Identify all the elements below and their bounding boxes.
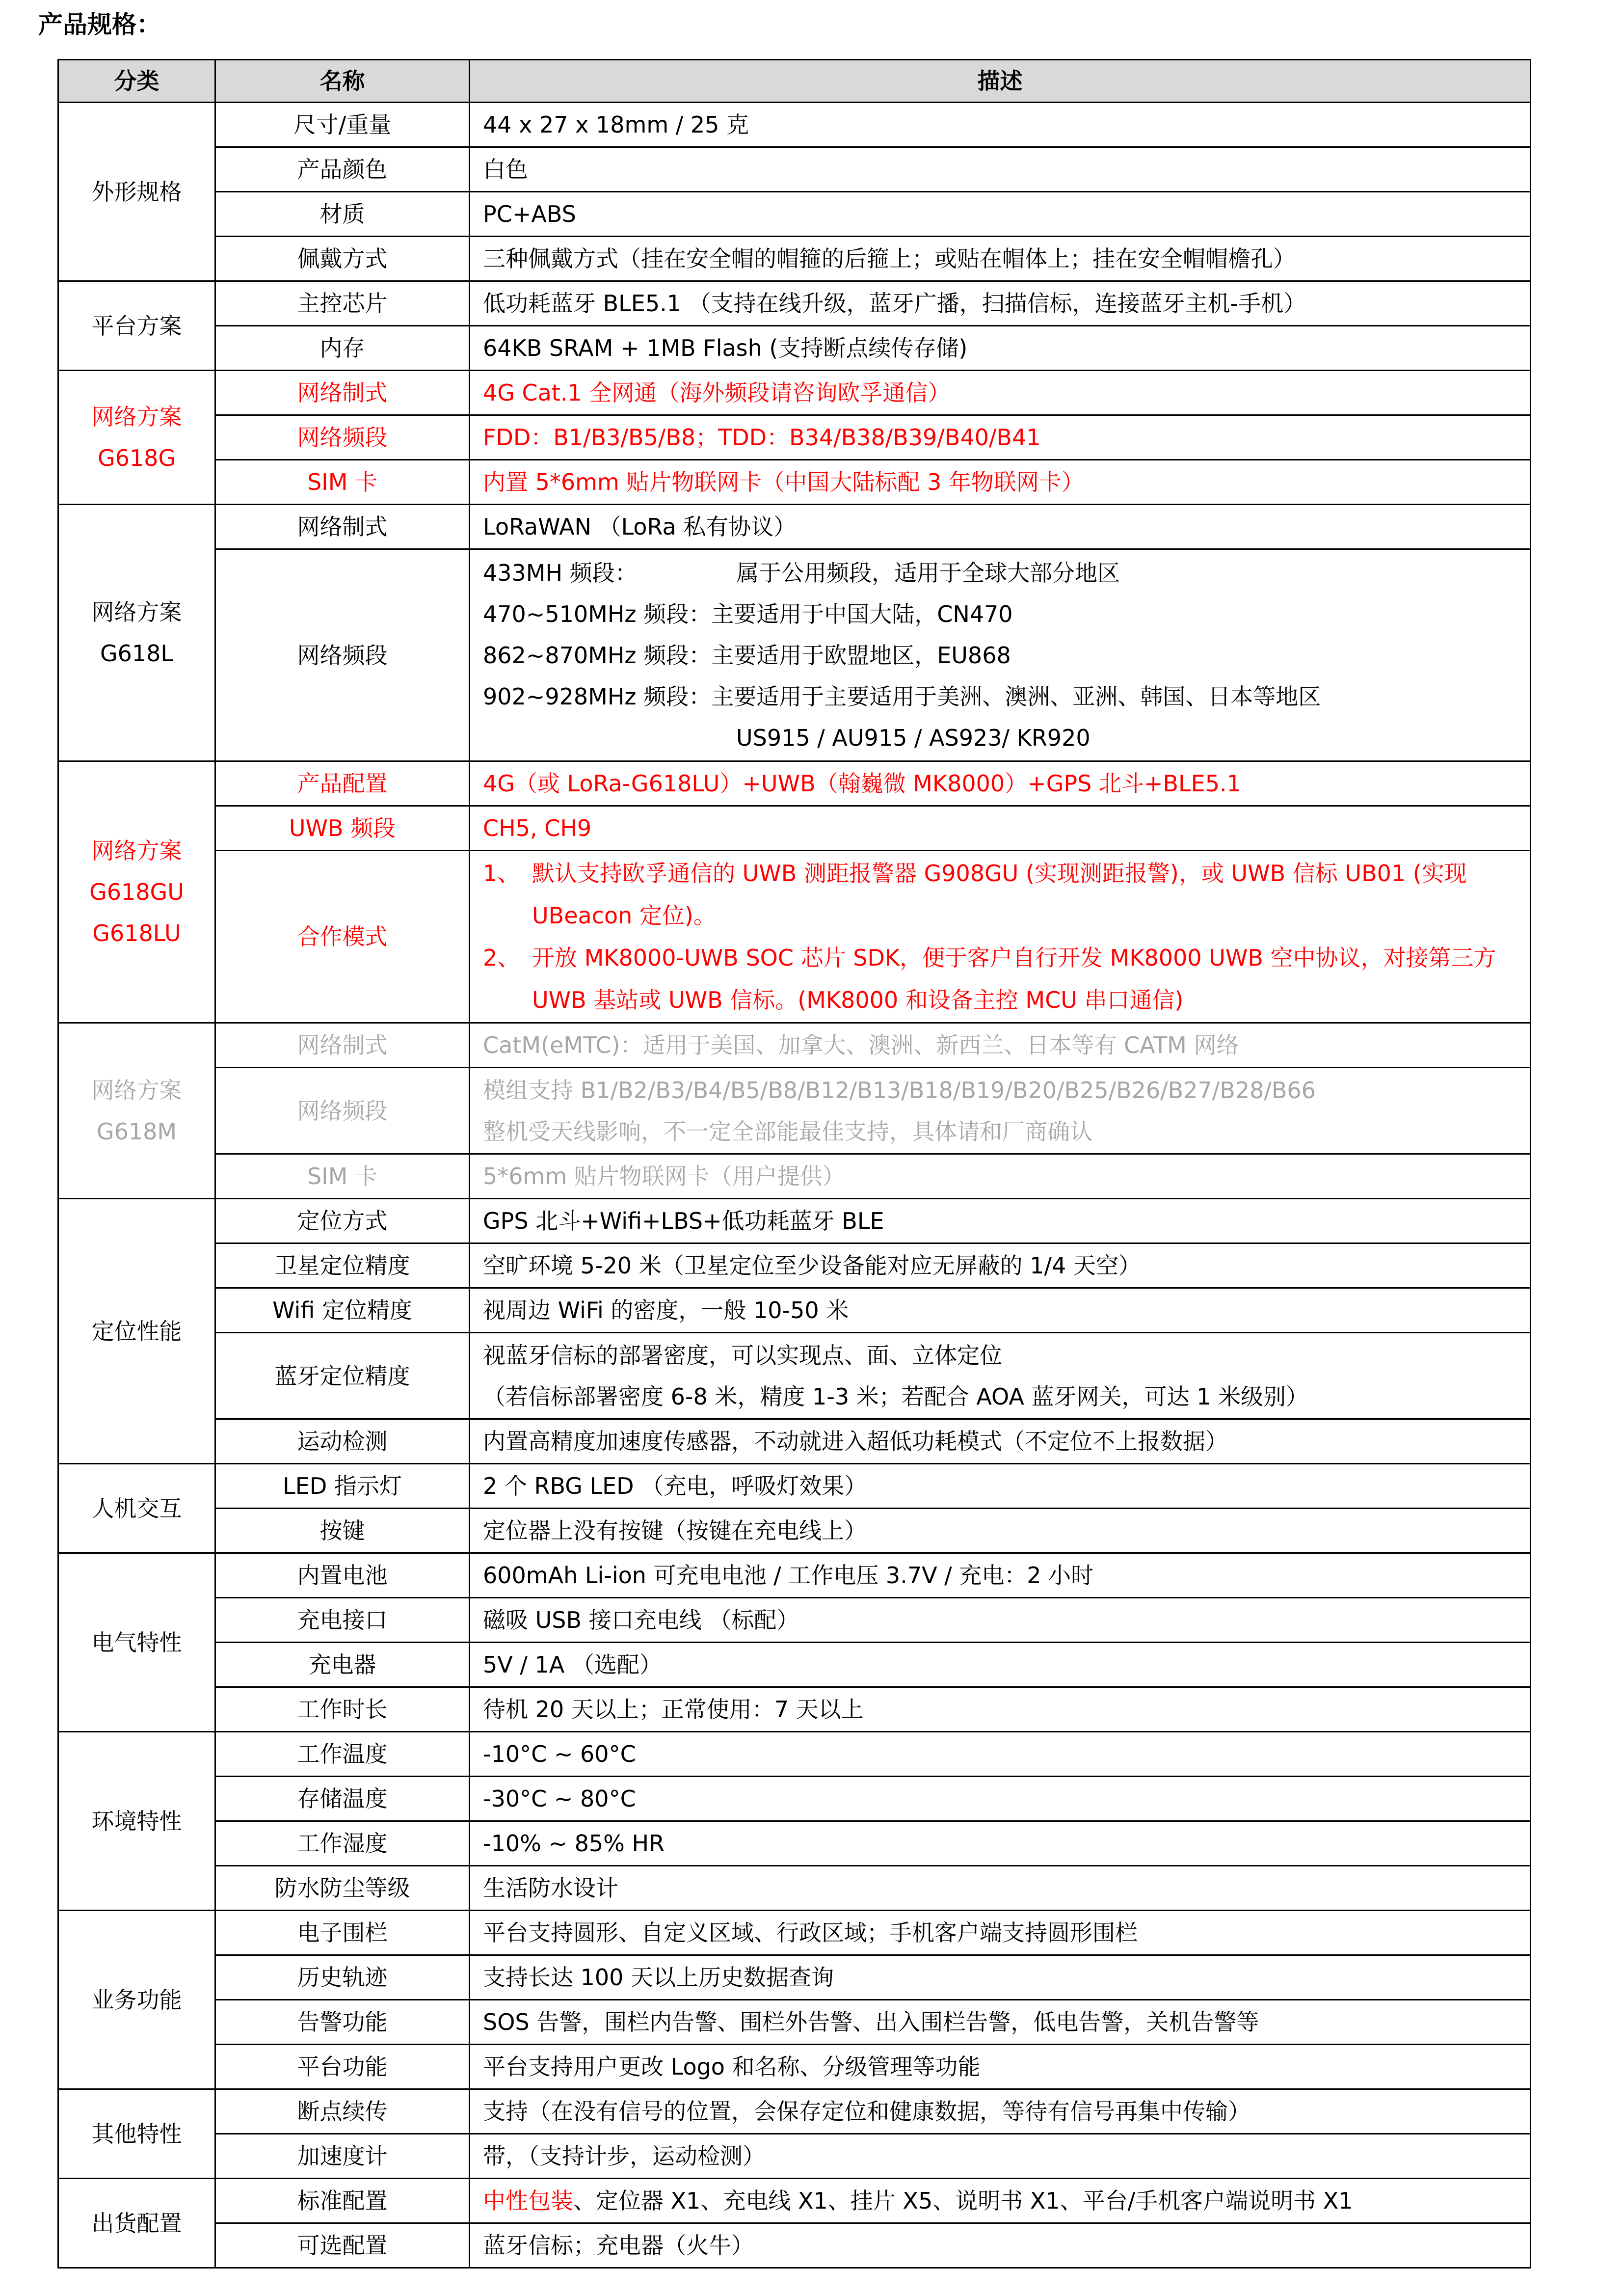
- header-description: 描述: [470, 60, 1531, 103]
- description-text: 三种佩戴方式（挂在安全帽的帽箍的后箍上；或贴在帽体上；挂在安全帽帽檐孔）: [483, 245, 1296, 272]
- description-text: 5V / 1A （选配）: [483, 1651, 662, 1678]
- description-text: 模组支持 B1/B2/B3/B4/B5/B8/B12/B13/B18/B19/B20/B25/B26/B27/B28/B66: [483, 1077, 1316, 1104]
- band-note: 主要适用于中国大陆，CN470: [711, 600, 1013, 627]
- category-label: 外形规格: [91, 178, 182, 205]
- spec-description: [470, 192, 1531, 237]
- header-category: 分类: [58, 60, 215, 103]
- spec-table: [57, 59, 1531, 2269]
- spec-name: 防水防尘等级: [215, 1866, 470, 1911]
- spec-name: 断点续传: [215, 2089, 470, 2134]
- description-line: [483, 193, 1517, 235]
- description-text: 白色: [483, 156, 528, 183]
- spec-description: [470, 1732, 1531, 1777]
- spec-description: [470, 2223, 1531, 2268]
- category-cell: [58, 1553, 215, 1732]
- category-cell: [58, 1199, 215, 1464]
- description-text: 低功耗蓝牙 BLE5.1 （支持在线升级，蓝牙广播，扫描信标，连接蓝牙主机-手机）: [483, 290, 1306, 317]
- spec-name: 网络制式: [215, 505, 470, 549]
- spec-name: 运动检测: [215, 1419, 470, 1464]
- description-text: 蓝牙信标；充电器（火牛）: [483, 2232, 754, 2259]
- spec-name: 标准配置: [215, 2179, 470, 2223]
- description-text: 2 个 RBG LED （充电，呼吸灯效果）: [483, 1473, 867, 1499]
- description-line: [483, 1823, 1517, 1864]
- table-row: [58, 326, 1531, 371]
- description-text: 内置 5*6mm 贴片物联网卡（中国大陆标配 3 年物联网卡）: [483, 469, 1084, 495]
- description-line: [483, 1733, 1517, 1775]
- description-line: [483, 1644, 1517, 1685]
- spec-name: SIM 卡: [215, 460, 470, 505]
- category-label: G618LU: [92, 920, 181, 946]
- table-row: [58, 237, 1531, 281]
- table-row: [58, 1687, 1531, 1732]
- spec-name: 历史轨迹: [215, 1955, 470, 2000]
- table-row: [58, 415, 1531, 460]
- table-row: [58, 1911, 1531, 1955]
- description-line: [483, 327, 1517, 369]
- table-row: [58, 1643, 1531, 1687]
- description-line: [483, 372, 1517, 413]
- table-row: [58, 1243, 1531, 1288]
- description-text: 4G Cat.1 全网通（海外频段请咨询欧孚通信）: [483, 379, 951, 406]
- description-text: LoRaWAN （LoRa 私有协议）: [483, 513, 797, 540]
- spec-name: 佩戴方式: [215, 237, 470, 281]
- table-row: [58, 1553, 1531, 1598]
- spec-description: [470, 1199, 1531, 1243]
- description-text: PC+ABS: [483, 201, 576, 227]
- table-row: [58, 1419, 1531, 1464]
- category-cell: [58, 505, 215, 761]
- description-line: [483, 1111, 1517, 1152]
- spec-name: 网络频段: [215, 549, 470, 761]
- description-line: [483, 1867, 1517, 1909]
- item-text: 默认支持欧孚通信的 UWB 测距报警器 G908GU (实现测距报警)，或 UWB 信标 UB01 (实现 UBeacon 定位)。: [532, 860, 1467, 929]
- category-cell: [58, 1911, 215, 2089]
- spec-description: [470, 2000, 1531, 2045]
- description-text: 平台支持圆形、自定义区域、行政区域；手机客户端支持圆形围栏: [483, 1919, 1138, 1946]
- spec-description: [470, 1821, 1531, 1866]
- category-label: 出货配置: [91, 2210, 182, 2237]
- table-row: [58, 1821, 1531, 1866]
- spec-name: 内置电池: [215, 1553, 470, 1598]
- table-row: [58, 1023, 1531, 1068]
- description-line: [483, 1070, 1517, 1111]
- table-row: [58, 1955, 1531, 2000]
- category-label: 平台方案: [91, 312, 182, 339]
- description-line: [483, 104, 1517, 145]
- spec-name: 按键: [215, 1509, 470, 1553]
- category-cell: [58, 281, 215, 371]
- description-text: 内置高精度加速度传感器，不动就进入超低功耗模式（不定位不上报数据）: [483, 1428, 1228, 1455]
- spec-name: 存储温度: [215, 1777, 470, 1821]
- category-label: 网络方案: [91, 404, 182, 430]
- spec-name: 电子围栏: [215, 1911, 470, 1955]
- spec-name: 定位方式: [215, 1199, 470, 1243]
- spec-name: 工作时长: [215, 1687, 470, 1732]
- spec-description: [470, 505, 1531, 549]
- spec-name: 产品配置: [215, 761, 470, 806]
- description-line: [483, 2091, 1517, 2132]
- table-row: [58, 1199, 1531, 1243]
- description-line: [483, 1510, 1517, 1551]
- spec-name: 网络制式: [215, 371, 470, 415]
- category-label: 网络方案: [91, 1077, 182, 1104]
- description-text: 600mAh Li-ion 可充电电池 / 工作电压 3.7V / 充电：2 小时: [483, 1562, 1094, 1589]
- highlight-text: 中性包装: [483, 2188, 573, 2214]
- item-number: 1、: [483, 860, 520, 887]
- description-line: [483, 808, 1517, 849]
- description-line: [483, 1421, 1517, 1462]
- description-line: [483, 1599, 1517, 1641]
- spec-name: UWB 频段: [215, 806, 470, 851]
- category-label: 人机交互: [91, 1495, 182, 1522]
- spec-description: [470, 1687, 1531, 1732]
- table-row: [58, 1154, 1531, 1199]
- description-text: CatM(eMTC)：适用于美国、加拿大、澳洲、新西兰、日本等有 CATM 网络: [483, 1032, 1239, 1058]
- description-text: -10% ~ 85% HR: [483, 1830, 665, 1857]
- category-cell: [58, 1732, 215, 1911]
- description-line: [483, 1465, 1517, 1507]
- category-label: G618L: [100, 640, 174, 667]
- category-label: 网络方案: [91, 837, 182, 864]
- description-text: -10°C ~ 60°C: [483, 1741, 636, 1767]
- description-text: 支持（在没有信号的位置，会保存定位和健康数据，等待有信号再集中传输）: [483, 2098, 1251, 2125]
- table-row: [58, 460, 1531, 505]
- item-text: 开放 MK8000-UWB SOC 芯片 SDK，便于客户自行开发 MK8000 UWB 空中协议，对接第三方 UWB 基站或 UWB 信标。(MK8000 和设备主控 MCU 串口通信): [532, 945, 1496, 1013]
- spec-description: [470, 371, 1531, 415]
- description-text: CH5, CH9: [483, 815, 592, 841]
- category-label: G618G: [97, 445, 176, 471]
- spec-description: [470, 1419, 1531, 1464]
- spec-name: 加速度计: [215, 2134, 470, 2179]
- description-line: [483, 1335, 1517, 1376]
- category-label: 其他特性: [91, 2120, 182, 2147]
- spec-table-body: [58, 103, 1531, 2268]
- spec-description: [470, 2134, 1531, 2179]
- description-line: [483, 1200, 1517, 1242]
- band-range: 862~870MHz 频段：: [483, 642, 712, 669]
- table-row: [58, 103, 1531, 147]
- numbered-item: [483, 852, 1520, 937]
- category-label: 业务功能: [91, 1986, 182, 2013]
- band-range: 902~928MHz 频段：: [483, 683, 712, 710]
- table-row: [58, 761, 1531, 806]
- table-header-row: [58, 60, 1531, 103]
- band-line: [483, 552, 1517, 594]
- description-line: [483, 1376, 1517, 1417]
- spec-description: [470, 103, 1531, 147]
- description-line: [483, 1912, 1517, 1953]
- spec-description: [470, 1023, 1531, 1068]
- spec-name: 材质: [215, 192, 470, 237]
- table-row: [58, 281, 1531, 326]
- category-cell: [58, 2089, 215, 2179]
- description-text: 视周边 WiFi 的密度，一般 10-50 米: [483, 1297, 849, 1324]
- spec-description: [470, 1464, 1531, 1509]
- spec-name: 充电器: [215, 1643, 470, 1687]
- description-text: 64KB SRAM + 1MB Flash (支持断点续传存储): [483, 335, 968, 361]
- table-row: [58, 371, 1531, 415]
- category-label: 电气特性: [91, 1629, 182, 1656]
- spec-description: [470, 1288, 1531, 1333]
- spec-name: LED 指示灯: [215, 1464, 470, 1509]
- band-line: [483, 676, 1517, 717]
- description-line: [483, 2001, 1517, 2043]
- table-row: [58, 2000, 1531, 2045]
- description-line: [483, 763, 1517, 804]
- category-label: 定位性能: [91, 1318, 182, 1345]
- spec-description: [470, 806, 1531, 851]
- description-line: [483, 149, 1517, 190]
- spec-name: 工作湿度: [215, 1821, 470, 1866]
- description-text: 支持长达 100 天以上历史数据查询: [483, 1964, 834, 1991]
- table-row: [58, 1777, 1531, 1821]
- table-row: [58, 549, 1531, 761]
- description-text: SOS 告警，围栏内告警、围栏外告警、出入围栏告警，低电告警，关机告警等: [483, 2009, 1259, 2035]
- spec-description: [470, 1777, 1531, 1821]
- description-text: 带，（支持计步，运动检测）: [483, 2143, 765, 2169]
- spec-name: 卫星定位精度: [215, 1243, 470, 1288]
- table-row: [58, 1598, 1531, 1643]
- category-cell: [58, 2179, 215, 2268]
- description-text: 44 x 27 x 18mm / 25 克: [483, 111, 749, 138]
- description-text: 整机受天线影响，不一定全部能最佳支持，具体请和厂商确认: [483, 1118, 1092, 1145]
- description-text: （若信标部署密度 6-8 米，精度 1-3 米；若配合 AOA 蓝牙网关，可达 1 米级别）: [483, 1383, 1309, 1410]
- spec-description: [470, 415, 1531, 460]
- description-text: 待机 20 天以上；正常使用：7 天以上: [483, 1696, 864, 1723]
- description-line: [483, 238, 1517, 279]
- table-row: [58, 2089, 1531, 2134]
- spec-description: [470, 281, 1531, 326]
- spec-description: [470, 1598, 1531, 1643]
- spec-description: [470, 1643, 1531, 1687]
- spec-name: SIM 卡: [215, 1154, 470, 1199]
- description-text: 4G（或 LoRa-G618LU）+UWB（翰巍微 MK8000）+GPS 北斗+BLE5.1: [483, 770, 1241, 797]
- category-label: G618GU: [89, 879, 184, 905]
- spec-description: [470, 460, 1531, 505]
- band-codes: US915 / AU915 / AS923/ KR920: [736, 724, 1091, 751]
- table-row: [58, 851, 1531, 1023]
- description-text: 生活防水设计: [483, 1875, 618, 1901]
- spec-description: [470, 326, 1531, 371]
- spec-description: [470, 1911, 1531, 1955]
- spec-name: 工作温度: [215, 1732, 470, 1777]
- category-label: G618M: [96, 1118, 177, 1145]
- page-title: 产品规格：: [38, 10, 161, 39]
- spec-name: 网络频段: [215, 1068, 470, 1154]
- table-row: [58, 2223, 1531, 2268]
- description-line: [483, 1689, 1517, 1730]
- description-line: [483, 1290, 1517, 1331]
- table-row: [58, 1732, 1531, 1777]
- table-row: [58, 1464, 1531, 1509]
- description-text: -30°C ~ 80°C: [483, 1785, 636, 1812]
- description-line: [483, 283, 1517, 324]
- table-row: [58, 1333, 1531, 1419]
- band-note: 属于公用频段，适用于全球大部分地区: [736, 559, 1120, 586]
- description-text: 定位器上没有按键（按键在充电线上）: [483, 1517, 867, 1544]
- description-text: 磁吸 USB 接口充电线 （标配）: [483, 1607, 799, 1633]
- spec-description: [470, 1866, 1531, 1911]
- category-cell: [58, 103, 215, 281]
- description-line: [483, 2225, 1517, 2266]
- table-row: [58, 806, 1531, 851]
- band-note: 主要适用于欧盟地区，EU868: [711, 642, 1011, 669]
- description-line: [483, 2135, 1517, 2177]
- spec-name: 可选配置: [215, 2223, 470, 2268]
- spec-name: 尺寸/重量: [215, 103, 470, 147]
- description-line: [483, 1778, 1517, 1819]
- header-name: 名称: [215, 60, 470, 103]
- category-label: 环境特性: [91, 1808, 182, 1835]
- description-text: 、定位器 X1、充电线 X1、挂片 X5、说明书 X1、平台/手机客户端说明书 X1: [573, 2188, 1353, 2214]
- spec-name: 内存: [215, 326, 470, 371]
- category-cell: [58, 761, 215, 1023]
- description-line: [483, 1156, 1517, 1197]
- description-line: [483, 1025, 1517, 1066]
- spec-description: [470, 2089, 1531, 2134]
- band-note: 主要适用于主要适用于美洲、澳洲、亚洲、韩国、日本等地区: [711, 683, 1321, 710]
- spec-description: [470, 1154, 1531, 1199]
- description-line: [483, 1957, 1517, 1998]
- spec-description: [470, 1243, 1531, 1288]
- table-row: [58, 1866, 1531, 1911]
- description-line: [483, 2046, 1517, 2087]
- description-line: [483, 506, 1517, 547]
- table-row: [58, 2134, 1531, 2179]
- spec-description: [470, 147, 1531, 192]
- spec-name: 合作模式: [215, 851, 470, 1023]
- description-line: [483, 2180, 1517, 2221]
- spec-name: 平台功能: [215, 2045, 470, 2089]
- spec-description: [470, 1068, 1531, 1154]
- description-line: [483, 461, 1517, 503]
- description-text: 平台支持用户更改 Logo 和名称、分级管理等功能: [483, 2053, 981, 2080]
- category-cell: [58, 371, 215, 505]
- description-text: 空旷环境 5-20 米（卫星定位至少设备能对应无屏蔽的 1/4 天空）: [483, 1252, 1141, 1279]
- spec-description: [470, 1955, 1531, 2000]
- spec-name: 充电接口: [215, 1598, 470, 1643]
- table-row: [58, 2045, 1531, 2089]
- spec-name: 产品颜色: [215, 147, 470, 192]
- spec-name: Wifi 定位精度: [215, 1288, 470, 1333]
- spec-description: [470, 549, 1531, 761]
- band-line: [483, 594, 1517, 635]
- spec-description: [470, 1509, 1531, 1553]
- description-text: GPS 北斗+Wifi+LBS+低功耗蓝牙 BLE: [483, 1208, 884, 1234]
- table-row: [58, 2179, 1531, 2223]
- band-line: [483, 635, 1517, 676]
- spec-description: [470, 1553, 1531, 1598]
- table-row: [58, 147, 1531, 192]
- numbered-item: [483, 937, 1520, 1021]
- table-row: [58, 1068, 1531, 1154]
- spec-description: [470, 2179, 1531, 2223]
- description-line: [483, 1555, 1517, 1596]
- description-text: 5*6mm 贴片物联网卡（用户提供）: [483, 1163, 845, 1189]
- spec-description: [470, 1333, 1531, 1419]
- description-text: FDD：B1/B3/B5/B8；TDD：B34/B38/B39/B40/B41: [483, 424, 1041, 451]
- spec-description: [470, 237, 1531, 281]
- category-cell: [58, 1023, 215, 1199]
- description-line: [483, 417, 1517, 458]
- spec-name: 告警功能: [215, 2000, 470, 2045]
- table-row: [58, 1509, 1531, 1553]
- table-row: [58, 505, 1531, 549]
- description-line: [483, 1245, 1517, 1286]
- band-range: 470~510MHz 频段：: [483, 600, 712, 627]
- band-range: 433MH 频段：: [483, 559, 638, 586]
- spec-name: 主控芯片: [215, 281, 470, 326]
- category-cell: [58, 1464, 215, 1553]
- spec-name: 网络频段: [215, 415, 470, 460]
- item-number: 2、: [483, 945, 520, 971]
- table-row: [58, 192, 1531, 237]
- spec-name: 蓝牙定位精度: [215, 1333, 470, 1419]
- table-row: [58, 1288, 1531, 1333]
- spec-description: [470, 2045, 1531, 2089]
- spec-description: [470, 761, 1531, 806]
- category-label: 网络方案: [91, 599, 182, 625]
- spec-name: 网络制式: [215, 1023, 470, 1068]
- spec-description: [470, 851, 1531, 1023]
- description-text: 视蓝牙信标的部署密度，可以实现点、面、立体定位: [483, 1342, 1002, 1369]
